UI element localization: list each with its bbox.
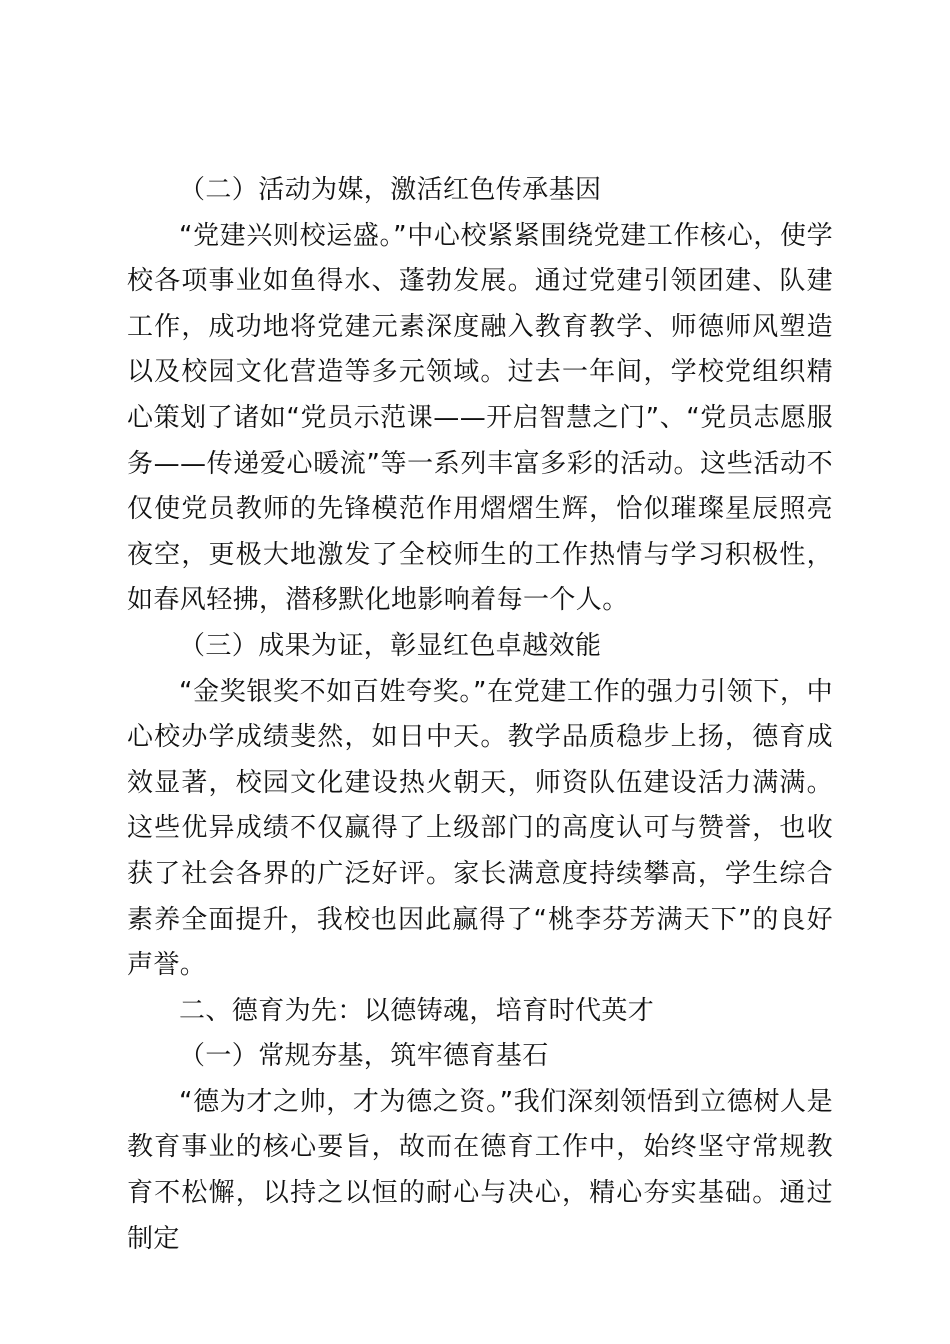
section-heading-activities: （二）活动为媒，激活红色传承基因 bbox=[179, 175, 602, 205]
section-heading-routine: （一）常规夯基，筑牢德育基石 bbox=[179, 1041, 549, 1072]
paragraph-routine: “德为才之帅，才为德之资。”我们深刻领悟到立德树人是教育事业的核心要旨，故而在德育工作中，始终坚守常规教育不松懈，以持之以恒的耐心与决心，精心夯实基础。通过制定 bbox=[127, 1086, 833, 1254]
section-heading-results: （三）成果为证，彰显红色卓越效能 bbox=[179, 630, 602, 661]
chapter-heading-moral-education: 二、德育为先：以德铸魂，培育时代英才 bbox=[179, 995, 655, 1026]
paragraph-activities: “党建兴则校运盛。”中心校紧紧围绕党建工作核心，使学校各项事业如鱼得水、蓬勃发展。通过党建引领团建、队建工作，成功地将党建元素深度融入教育教学、师德师风塑造以及校园文化营造等多元领域。过去一年间，学校党组织精心策划了诸如“党员示范课——开启智慧之门”、“党员志愿服务——传递爱心暖流”等一系列丰富多彩的活动。这些活动不仅使党员教师的先锋模范作用熠熠生辉，恰似璀璨星辰照亮夜空，更极大地激发了全校师生的工作热情与学习积极性，如春风轻拂，潜移默化地影响着每一个人。 bbox=[127, 220, 833, 616]
paragraph-results: “金奖银奖不如百姓夸奖。”在党建工作的强力引领下，中心校办学成绩斐然，如日中天。教学品质稳步上扬，德育成效显著，校园文化建设热火朝天，师资队伍建设活力满满。这些优异成绩不仅赢得了上级部门的高度认可与赞誉，也收获了社会各界的广泛好评。家长满意度持续攀高，学生综合素养全面提升，我校也因此赢得了“桃李芬芳满天下”的良好声誉。 bbox=[127, 676, 833, 981]
document-body bbox=[127, 168, 833, 1262]
